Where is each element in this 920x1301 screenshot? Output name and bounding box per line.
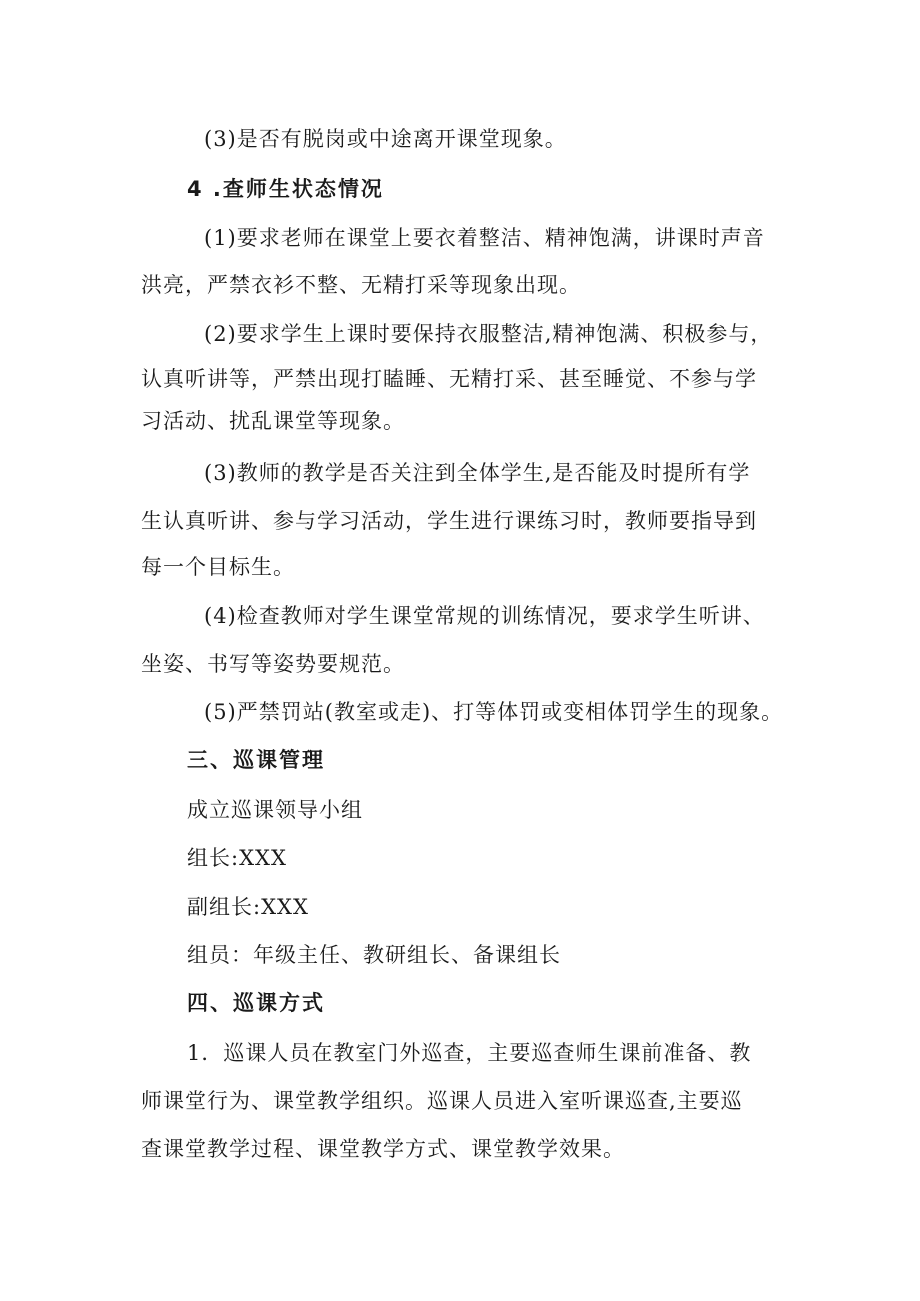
group-formation: 成立巡课领导小组 [187, 798, 363, 822]
item-3-absence: (3)是否有脱岗或中途离开课堂现象。 [204, 127, 567, 151]
section-3-heading: 三、巡课管理 [187, 748, 325, 772]
method-1-line2: 师课堂行为、课堂教学组织。巡课人员进入室听课巡查,主要巡 [141, 1089, 743, 1113]
group-leader: 组长:XXX [187, 846, 287, 870]
item-3-teaching-line3: 每一个目标生。 [141, 555, 295, 579]
item-3-teaching-line1: (3)教师的教学是否关注到全体学生,是否能及时提所有学 [204, 461, 751, 485]
method-1-line1: 1．巡课人员在教室门外巡查，主要巡查师生课前准备、教 [187, 1041, 752, 1065]
item-2-student-line3: 习活动、扰乱课堂等现象。 [141, 409, 405, 433]
item-4-check-line2: 坐姿、书写等姿势要规范。 [141, 652, 405, 676]
section-4-method-heading: 四、巡课方式 [187, 991, 325, 1015]
item-5-prohibit: (5)严禁罚站(教室或走)、打等体罚或变相体罚学生的现象。 [204, 700, 784, 724]
item-1-teacher-line2: 洪亮，严禁衣衫不整、无精打采等现象出现。 [141, 273, 581, 297]
section-4-heading: 4 .查师生状态情况 [187, 177, 384, 201]
group-deputy-leader: 副组长:XXX [187, 895, 309, 919]
item-1-teacher-line1: (1)要求老师在课堂上要衣着整洁、精神饱满，讲课时声音 [204, 226, 765, 250]
item-3-teaching-line2: 生认真听讲、参与学习活动，学生进行课练习时，教师要指导到 [141, 509, 757, 533]
method-1-line3: 查课堂教学过程、课堂教学方式、课堂教学效果。 [141, 1137, 625, 1161]
item-2-student-line2: 认真听讲等，严禁出现打瞌睡、无精打采、甚至睡觉、不参与学 [141, 367, 757, 391]
group-members: 组员：年级主任、教研组长、备课组长 [187, 943, 561, 967]
item-4-check-line1: (4)检查教师对学生课堂常规的训练情况，要求学生听讲、 [204, 604, 765, 628]
item-2-student-line1: (2)要求学生上课时要保持衣服整洁,精神饱满、积极参与， [204, 322, 773, 346]
